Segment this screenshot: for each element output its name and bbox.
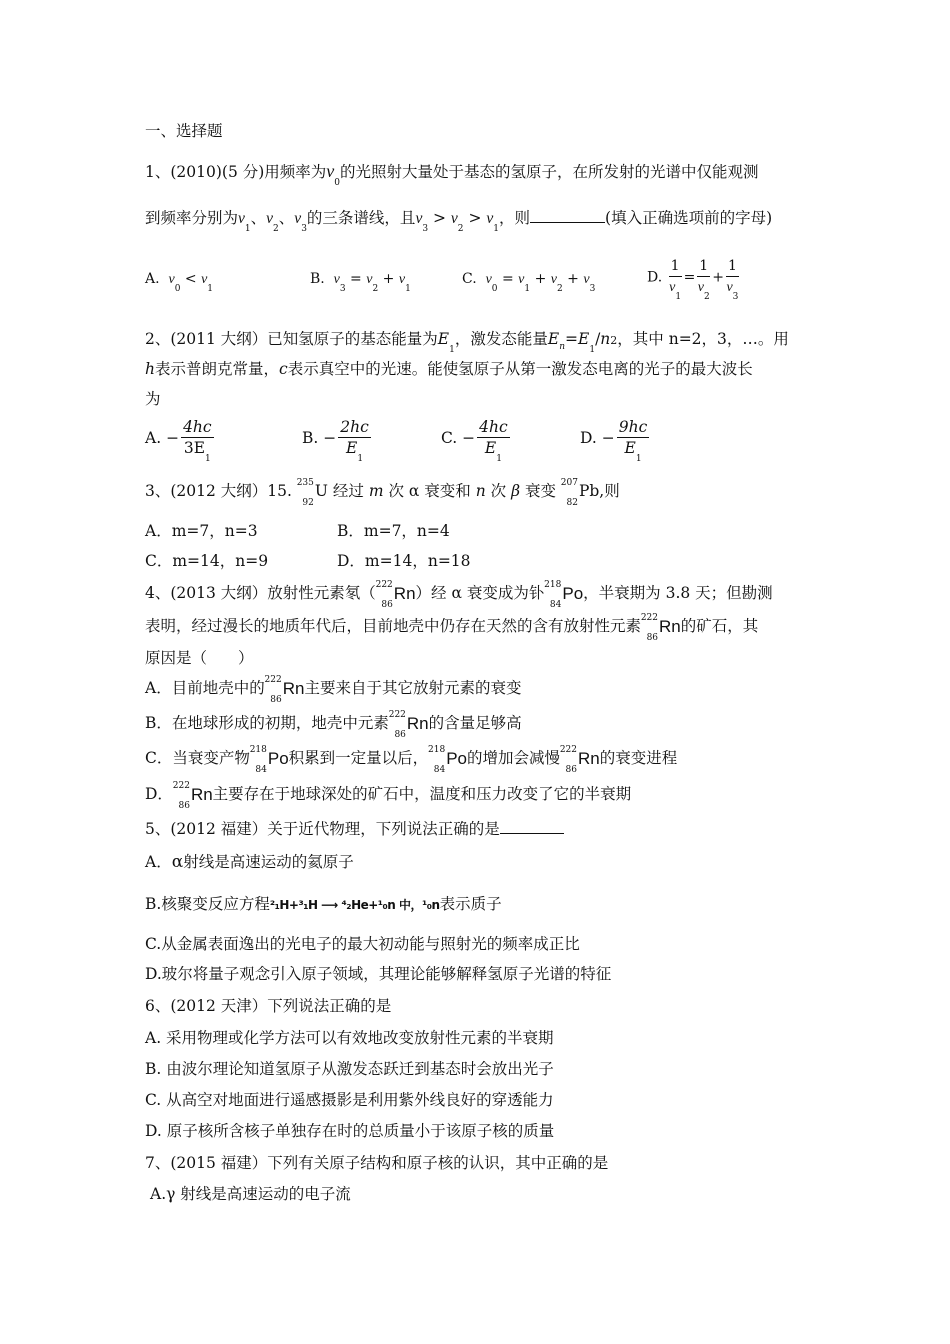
q3-line1: 3、(2012 大纲）15. 235 92 U 经过 m 次 α 衰变和 n 次 β 衰变 207 82 Pb,则 — [145, 478, 620, 508]
q4-option-d: D． 222 86 Rn主要存在于地球深处的矿石中，温度和压力改变了它的半衰期 — [145, 781, 632, 811]
q4-line2: 表明，经过漫长的地质年代后，目前地壳中仍存在天然的含有放射性元素 222 86 Rn的矿石，其 — [145, 613, 759, 643]
q6-option-a: A. 采用物理或化学方法可以有效地改变放射性元素的半衰期 — [145, 1029, 554, 1047]
q6-option-b: B. 由波尔理论知道氢原子从激发态跃迁到基态时会放出光子 — [145, 1060, 554, 1078]
section-title: 一、选择题 — [145, 122, 223, 140]
fusion-equation: ²₁H+³₁H ⟶ ⁴₂He+¹₀n 中，¹₀n — [269, 898, 440, 912]
q1-option-d: D. $\frac{1}{v_1}$ = $\frac{1}{v_2}$ + $\frac{1}{v_3}$ — [647, 258, 739, 302]
q2-option-a: A. − $\frac{4hc}{3E_1}$ — [145, 418, 212, 464]
q4-option-c: C．当衰变产物 218 84 Po积累到一定量以后， 218 84 Po的增加会减慢 222 86 Rn的衰变进程 — [145, 745, 678, 775]
q5-option-c: C.从金属表面逸出的光电子的最大初动能与照射光的频率成正比 — [145, 935, 580, 953]
q2-line3: 为 — [145, 390, 161, 408]
q2-option-b: B. − $\frac{2hc}{E_1}$ — [302, 418, 369, 464]
q1-option-a: A. $v_0 < v_1$ — [145, 271, 214, 294]
q3-option-d: D．m=14，n=18 — [337, 552, 471, 570]
q2-option-c: C. − $\frac{4hc}{E_1}$ — [441, 418, 508, 464]
q5-option-b: B.核聚变反应方程²₁H+³₁H ⟶ ⁴₂He+¹₀n 中，¹₀n表示质子 — [145, 893, 502, 916]
q5-title: 5、(2012 福建）关于近代物理，下列说法正确的是 — [145, 818, 564, 840]
q5-option-d: D.玻尔将量子观念引入原子领域，其理论能够解释氢原子光谱的特征 — [145, 965, 612, 983]
q7-option-a: A.γ 射线是高速运动的电子流 — [150, 1185, 351, 1203]
q4-line3: 原因是（ ） — [145, 649, 254, 667]
q3-option-b: B．m=7，n=4 — [337, 522, 450, 540]
q4-option-a: A．目前地壳中的 222 86 Rn主要来自于其它放射元素的衰变 — [145, 675, 522, 705]
q6-option-c: C. 从高空对地面进行遥感摄影是利用紫外线良好的穿透能力 — [145, 1091, 554, 1109]
q4-option-b: B．在地球形成的初期，地壳中元素 222 86 Rn的含量足够高 — [145, 710, 522, 740]
q1-line2: 到频率分别为$v_1$、$v_2$、$v_3$的三条谱线，且$v_3 > v_2 > v_1$，则 (填入正确选项前的字母) — [145, 209, 773, 234]
answer-blank — [530, 208, 605, 223]
q4-line1: 4、(2013 大纲）放射性元素氡（ 222 86 Rn）经 α 衰变成为钋 218 84 Po，半衰期为 3.8 天；但勘测 — [145, 580, 773, 610]
q5-option-a: A．α射线是高速运动的氦原子 — [145, 852, 354, 872]
q6-title: 6、(2012 天津）下列说法正确的是 — [145, 997, 392, 1015]
q2-line2: h表示普朗克常量，c表示真空中的光速。能使氢原子从第一激发态电离的光子的最大波长 — [145, 360, 753, 378]
q3-option-c: C．m=14，n=9 — [145, 552, 269, 570]
q3-option-a: A．m=7，n=3 — [145, 522, 258, 540]
answer-blank — [500, 819, 564, 834]
q1-option-b: B. $v_3 = v_2 + v_1$ — [310, 271, 411, 294]
q1-line1: 1、(2010)(5 分)用频率为$v_0$的光照射大量处于基态的氢原子，在所发射的光谱中仅能观测 — [145, 161, 759, 188]
q2-option-d: D. − $\frac{9hc}{E_1}$ — [580, 418, 648, 464]
q2-line1: 2、(2011 大纲）已知氢原子的基态能量为$E_1$，激发态能量$E_n=E_1/n2$，其中 n=2，3，…。用 — [145, 330, 789, 355]
q6-option-d: D. 原子核所含核子单独存在时的总质量小于该原子核的质量 — [145, 1122, 555, 1140]
q1-option-c: C. $v_0 = v_1 + v_2 + v_3$ — [462, 271, 596, 294]
q7-title: 7、(2015 福建）下列有关原子结构和原子核的认识，其中正确的是 — [145, 1154, 609, 1172]
